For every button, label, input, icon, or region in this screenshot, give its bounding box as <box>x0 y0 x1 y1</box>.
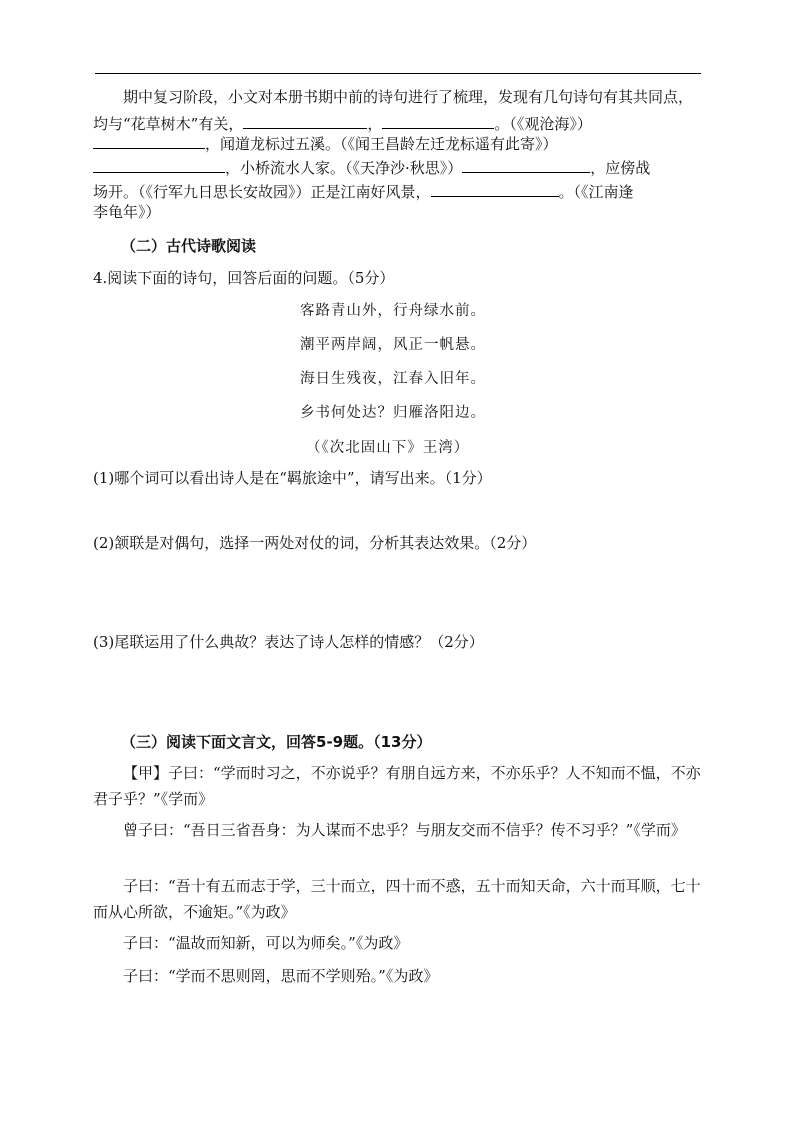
answer-blank-6[interactable] <box>431 182 559 197</box>
fill-blank-line-3 <box>93 133 558 154</box>
fill-blank-line-5-end: 。（《江南逢 <box>558 183 634 201</box>
fill-blank-line-6 <box>93 201 161 222</box>
answer-blank-4[interactable] <box>93 158 225 173</box>
source-tianjingsha: ，小桥流水人家。（《天净沙·秋思》） <box>225 159 463 177</box>
source-xingjun: 场开。（《行军九日思长安故园》）正是江南好风景， <box>93 183 431 201</box>
fill-blank-intro <box>93 84 705 138</box>
sub-question-2: (2)颔联是对偶句，选择一两处对仗的词，分析其表达效果。（2分） <box>93 534 537 552</box>
poem-line-3: 海日生残夜，江春入旧年。 <box>300 371 486 387</box>
answer-blank-5[interactable] <box>462 158 590 173</box>
sub-question-1: (1)哪个词可以看出诗人是在“羁旅途中”，请写出来。（1分） <box>93 469 492 487</box>
separator-comma: ， <box>367 115 383 133</box>
poem-source: （《次北固山下》王湾） <box>306 440 470 456</box>
source-guancanghai: 。（《观沧海》） <box>494 115 592 133</box>
answer-blank-1[interactable] <box>243 114 367 129</box>
classical-passage-1: 【甲】子曰：“学而时习之，不亦说乎？有朋自远方来，不亦乐乎？人不知而不愠，不亦君子乎？”《学而》 <box>93 764 701 808</box>
question-4: 4.阅读下面的诗句，回答后面的问题。（5分） <box>93 269 395 287</box>
source-wenwangchangling: ，闻道龙标过五溪。（《闻王昌龄左迁龙标遥有此寄》） <box>205 135 558 153</box>
fill-blank-line-4 <box>93 157 650 178</box>
classical-passage-3: 子曰：“吾十有五而志于学，三十而立，四十而不惑，五十而知天命，六十而耳顺，七十而从心所欲，不逾矩。”《为政》 <box>93 877 701 921</box>
section-heading-poetry: （二）古代诗歌阅读 <box>121 237 257 255</box>
classical-passage-5: 子曰：“学而不思则罔，思而不学则殆。”《为政》 <box>123 967 439 985</box>
fill-blank-intro-text: 期中复习阶段，小文对本册书期中前的诗句进行了梳理，发现有几句诗句有其共同点，均与“花草树木”有关， <box>93 88 694 133</box>
answer-blank-3[interactable] <box>93 134 205 149</box>
classical-passage-2: 曾子曰：“吾日三省吾身：为人谋而不忠乎？与朋友交而不信乎？传不习乎？”《学而》 <box>123 821 686 839</box>
poem-line-1: 客路青山外，行舟绿水前。 <box>300 303 486 319</box>
fill-blank-line-4-end: ，应傍战 <box>590 159 651 177</box>
answer-blank-2[interactable] <box>382 114 494 129</box>
header-rule <box>95 73 701 74</box>
source-jiangnan: 李龟年》） <box>93 203 161 221</box>
classical-passage-4: 子曰：“温故而知新，可以为师矣。”《为政》 <box>123 934 409 952</box>
sub-question-3: (3)尾联运用了什么典故？表达了诗人怎样的情感？（2分） <box>93 633 484 651</box>
section-heading-classical: （三）阅读下面文言文，回答5-9题。（13分） <box>121 733 432 751</box>
fill-blank-line-5 <box>93 181 634 202</box>
poem-line-2: 潮平两岸阔，风正一帆悬。 <box>300 337 486 353</box>
poem-line-4: 乡书何处达？归雁洛阳边。 <box>300 405 486 421</box>
